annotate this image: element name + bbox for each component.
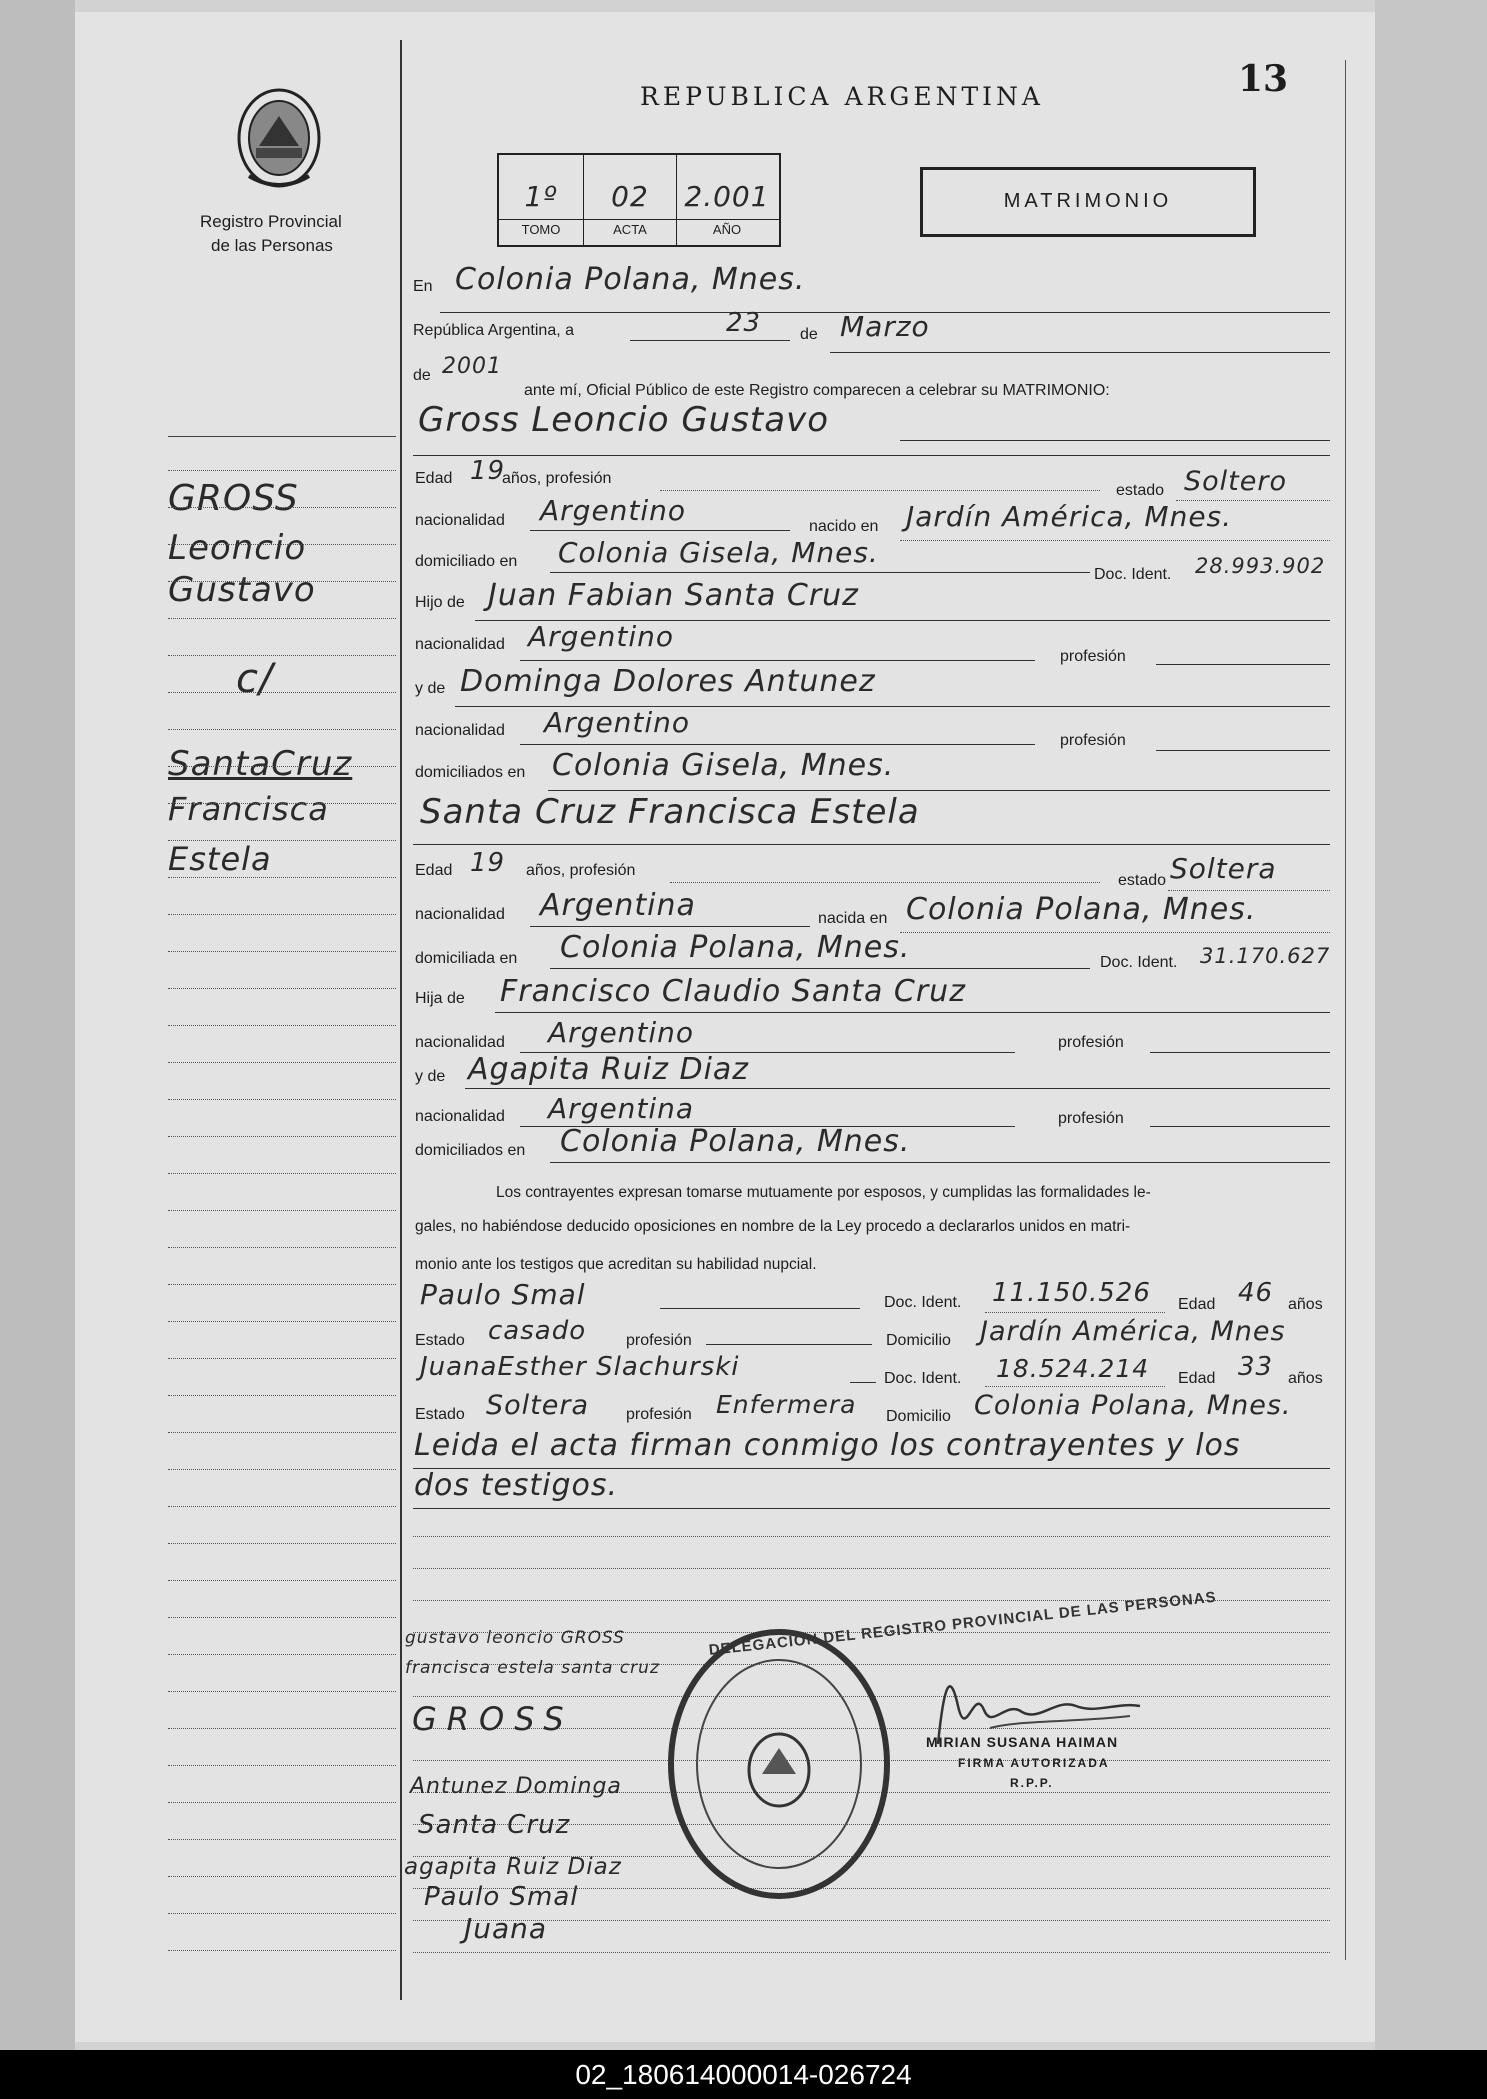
country-heading: REPUBLICA ARGENTINA — [640, 82, 1044, 111]
fill-line — [1168, 890, 1330, 891]
label-y-de: y de — [415, 680, 446, 697]
groom-parents-domicilio: Colonia Gisela, Mnes. — [552, 748, 895, 783]
label-edad: Edad — [415, 862, 453, 879]
bride-parents-domicilio: Colonia Polana, Mnes. — [560, 1124, 911, 1159]
ruled-line — [168, 1210, 396, 1211]
label-profesion: profesión — [626, 1332, 692, 1349]
page-number: 13 — [1238, 58, 1289, 100]
ruled-line — [168, 803, 396, 804]
groom-nacionalidad: Argentino — [540, 494, 687, 527]
witness-1-estado: casado — [488, 1316, 587, 1346]
label-doc-ident: Doc. Ident. — [1094, 566, 1172, 583]
fill-line — [495, 1012, 1330, 1013]
bride-age: 19 — [470, 848, 506, 878]
ruled-line — [168, 877, 396, 878]
signature: GROSS — [412, 1700, 574, 1738]
ruled-line — [413, 1920, 1330, 1921]
ruled-line — [168, 544, 396, 545]
bride-domicilio: Colonia Polana, Mnes. — [560, 930, 911, 965]
signature: gustavo leoncio GROSS — [405, 1628, 625, 1648]
label-domicilio: Domicilio — [886, 1332, 951, 1349]
signature: Juana — [464, 1912, 548, 1945]
tomo-label: TOMO — [521, 222, 561, 237]
acta-label: ACTA — [613, 222, 647, 237]
fill-line — [850, 1382, 876, 1383]
fill-line — [900, 440, 1330, 441]
fill-line — [413, 844, 1330, 845]
ruled-line — [168, 581, 396, 582]
acta-value: 02 — [611, 180, 649, 213]
fill-line — [550, 572, 1090, 573]
tomo-value: 1º — [524, 180, 558, 213]
witness-2-age: 33 — [1238, 1352, 1274, 1382]
groom-doc: 28.993.902 — [1195, 554, 1326, 578]
ruled-line — [168, 840, 396, 841]
bride-mother-nac: Argentina — [548, 1092, 695, 1125]
groom-father: Juan Fabian Santa Cruz — [488, 578, 859, 613]
ruled-line — [168, 1728, 396, 1729]
ruled-line — [168, 655, 396, 656]
fill-line — [900, 932, 1330, 933]
marriage-day: 23 — [726, 308, 762, 338]
groom-father-nac: Argentino — [528, 620, 675, 653]
label-en: En — [413, 278, 433, 295]
ruled-line — [413, 1568, 1330, 1569]
ruled-line — [168, 1617, 396, 1618]
ruled-line — [168, 1950, 396, 1951]
label-anos-profesion: años, profesión — [526, 862, 636, 879]
signature: Santa Cruz — [418, 1810, 571, 1840]
declaration-line: gales, no habiéndose deducido oposiciones en nombre de la Ley procedo a declararlos unidos en matri- — [415, 1218, 1131, 1235]
groom-mother-nac: Argentino — [544, 706, 691, 739]
official-name: MIRIAN SUSANA HAIMAN — [926, 1734, 1119, 1750]
label-edad: Edad — [1178, 1370, 1216, 1387]
fill-line — [660, 490, 1100, 491]
signature: Antunez Dominga — [410, 1774, 622, 1799]
ruled-line — [168, 1802, 396, 1803]
witness-1-age: 46 — [1238, 1278, 1274, 1308]
anio-label: AÑO — [712, 222, 742, 237]
margin-top-rule — [168, 436, 396, 437]
ruled-line — [168, 1913, 396, 1914]
label-nacionalidad: nacionalidad — [415, 906, 505, 923]
coat-of-arms-emblem — [234, 86, 324, 190]
label-estado-w: Estado — [415, 1332, 465, 1349]
witness-1-name: Paulo Smal — [420, 1278, 586, 1311]
label-estado: estado — [1116, 482, 1165, 499]
ruled-line — [168, 470, 396, 471]
ruled-line — [168, 951, 396, 952]
bride-doc: 31.170.627 — [1200, 944, 1331, 968]
margin-name-line: GROSS — [168, 478, 299, 519]
signature: francisca estela santa cruz — [405, 1658, 660, 1678]
label-profesion: profesión — [626, 1406, 692, 1423]
fill-line — [900, 540, 1330, 541]
fill-line — [985, 1386, 1165, 1387]
ruled-line — [168, 1543, 396, 1544]
label-nacida-en: nacida en — [818, 910, 888, 927]
margin-name-line: Leoncio — [168, 528, 307, 568]
bride-full-name: Santa Cruz Francisca Estela — [420, 792, 920, 832]
margin-name-line: SantaCruz — [168, 744, 353, 784]
closing-line: dos testigos. — [414, 1468, 619, 1503]
ruled-line — [413, 1536, 1330, 1537]
label-edad: Edad — [1178, 1296, 1216, 1313]
ruled-line — [168, 1062, 396, 1063]
marriage-month: Marzo — [840, 310, 930, 343]
label-estado: estado — [1118, 872, 1167, 889]
ruled-line — [168, 1395, 396, 1396]
label-doc-ident: Doc. Ident. — [884, 1370, 962, 1387]
label-hija-de: Hija de — [415, 990, 465, 1007]
witness-1-domicilio: Jardín América, Mnes — [980, 1316, 1286, 1347]
margin-name-line: Estela — [168, 840, 272, 878]
fill-line — [670, 882, 1100, 883]
label-domiciliado-en: domiciliado en — [415, 553, 518, 570]
ruled-line — [413, 1952, 1330, 1953]
label-y-de: y de — [415, 1068, 446, 1085]
record-box-divider — [497, 219, 779, 220]
registry-name-line2: de las Personas — [211, 236, 333, 255]
bride-nacionalidad: Argentina — [540, 888, 696, 923]
ruled-line — [168, 1469, 396, 1470]
fill-line — [465, 1088, 1330, 1089]
label-profesion: profesión — [1060, 732, 1126, 749]
ruled-line — [168, 618, 396, 619]
label-nacionalidad: nacionalidad — [415, 636, 505, 653]
signature: agapita Ruiz Diaz — [404, 1854, 622, 1880]
stamp-text: DELEGACION DEL REGISTRO PROVINCIAL DE LAS PERSONAS — [708, 1588, 1218, 1659]
label-anos: años — [1288, 1370, 1323, 1387]
declaration-line: Los contrayentes expresan tomarse mutuamente por esposos, y cumplidas las formalidades le- — [496, 1184, 1151, 1201]
witness-2-doc: 18.524.214 — [996, 1354, 1150, 1383]
label-domiciliada-en: domiciliada en — [415, 950, 518, 967]
fill-line — [550, 968, 1090, 969]
groom-mother: Dominga Dolores Antunez — [460, 664, 876, 699]
fill-line — [520, 660, 1035, 661]
ruled-line — [168, 1432, 396, 1433]
groom-full-name: Gross Leoncio Gustavo — [418, 400, 830, 440]
fill-line — [530, 926, 810, 927]
fill-line — [548, 790, 1330, 791]
declaration-line: monio ante los testigos que acreditan su habilidad nupcial. — [415, 1256, 817, 1273]
margin-name-line: c/ — [236, 656, 274, 702]
label-nacionalidad: nacionalidad — [415, 1108, 505, 1125]
label-edad: Edad — [415, 470, 453, 487]
ruled-line — [168, 1173, 396, 1174]
label-nacionalidad: nacionalidad — [415, 722, 505, 739]
ruled-line — [168, 1506, 396, 1507]
registry-name-line1: Registro Provincial — [200, 212, 342, 231]
bride-estado: Soltera — [1170, 852, 1277, 885]
label-doc-ident: Doc. Ident. — [1100, 954, 1178, 971]
official-title: FIRMA AUTORIZADA — [958, 1756, 1110, 1770]
anio-value: 2.001 — [684, 180, 770, 213]
groom-age: 19 — [470, 456, 506, 486]
signature: Paulo Smal — [424, 1882, 579, 1912]
label-estado-w: Estado — [415, 1406, 465, 1423]
ruled-line — [168, 1876, 396, 1877]
ruled-line — [168, 1358, 396, 1359]
bride-birthplace: Colonia Polana, Mnes. — [906, 892, 1257, 927]
label-nacionalidad: nacionalidad — [415, 1034, 505, 1051]
fill-line — [520, 744, 1035, 745]
fill-line — [1150, 1052, 1330, 1053]
label-hijo-de: Hijo de — [415, 594, 465, 611]
official-stamp-seal — [664, 1624, 894, 1904]
witness-2-name: JuanaEsther Slachurski — [420, 1352, 740, 1382]
ruled-line — [168, 766, 396, 767]
label-republica: República Argentina, a — [413, 322, 574, 339]
ruled-line — [168, 914, 396, 915]
intro-text: ante mí, Oficial Público de este Registro comparecen a celebrar su MATRIMONIO: — [524, 382, 1110, 399]
witness-1-doc: 11.150.526 — [992, 1278, 1151, 1308]
witness-2-domicilio: Colonia Polana, Mnes. — [974, 1390, 1292, 1421]
label-de: de — [800, 326, 818, 343]
fill-line — [530, 530, 790, 531]
record-box-divider — [676, 153, 677, 245]
label-profesion: profesión — [1058, 1110, 1124, 1127]
marriage-year: 2001 — [442, 354, 502, 379]
left-page-edge — [0, 0, 75, 2050]
ruled-line — [168, 1654, 396, 1655]
fill-line — [830, 352, 1330, 353]
bride-mother: Agapita Ruiz Diaz — [468, 1052, 750, 1087]
image-id-footer: 02_180614000014-026724 — [0, 2050, 1487, 2099]
label-profesion: profesión — [1060, 648, 1126, 665]
label-anos-profesion: años, profesión — [502, 470, 612, 487]
fill-line — [413, 1508, 1330, 1509]
bride-father: Francisco Claudio Santa Cruz — [500, 974, 966, 1009]
fill-line — [1156, 664, 1330, 665]
fill-line — [985, 1312, 1165, 1313]
label-anos: años — [1288, 1296, 1323, 1313]
label-domiciliados-en: domiciliados en — [415, 764, 526, 781]
fill-line — [630, 340, 790, 341]
margin-divider — [400, 40, 402, 2000]
fill-line — [706, 1344, 872, 1345]
ruled-line — [168, 1099, 396, 1100]
witness-2-estado: Soltera — [486, 1390, 590, 1421]
fill-line — [1150, 1126, 1330, 1127]
fill-line — [660, 1308, 860, 1309]
groom-estado: Soltero — [1184, 466, 1287, 497]
ruled-line — [168, 507, 396, 508]
ruled-line — [168, 1321, 396, 1322]
record-box-divider — [583, 153, 584, 245]
groom-domicilio: Colonia Gisela, Mnes. — [558, 536, 879, 569]
right-margin-rule — [1345, 60, 1346, 1960]
margin-name-line: Francisca — [168, 790, 329, 828]
ruled-line — [168, 1765, 396, 1766]
closing-line: Leida el acta firman conmigo los contrayentes y los — [414, 1428, 1241, 1463]
ruled-line — [168, 1691, 396, 1692]
ruled-line — [168, 1580, 396, 1581]
fill-line — [550, 1162, 1330, 1163]
right-page-edge — [1375, 0, 1487, 2050]
label-nacionalidad: nacionalidad — [415, 512, 505, 529]
label-doc-ident: Doc. Ident. — [884, 1294, 962, 1311]
label-profesion: profesión — [1058, 1034, 1124, 1051]
ruled-line — [168, 1284, 396, 1285]
witness-2-profesion: Enfermera — [716, 1390, 857, 1419]
ruled-line — [168, 1839, 396, 1840]
margin-name-line: Gustavo — [168, 570, 316, 610]
record-type-label: MATRIMONIO — [1003, 190, 1173, 212]
ruled-line — [168, 988, 396, 989]
label-de-year: de — [413, 367, 431, 384]
fill-line — [413, 455, 1330, 456]
marriage-place: Colonia Polana, Mnes. — [455, 262, 806, 297]
label-nacido-en: nacido en — [809, 518, 879, 535]
fill-line — [1156, 750, 1330, 751]
label-domiciliados-en: domiciliados en — [415, 1142, 526, 1159]
official-office: R.P.P. — [1010, 1776, 1054, 1790]
label-domicilio: Domicilio — [886, 1408, 951, 1425]
ruled-line — [168, 729, 396, 730]
ruled-line — [168, 1136, 396, 1137]
ruled-line — [168, 1247, 396, 1248]
groom-birthplace: Jardín América, Mnes. — [906, 500, 1233, 533]
bride-father-nac: Argentino — [548, 1016, 695, 1049]
ruled-line — [168, 1025, 396, 1026]
ruled-line — [168, 692, 396, 693]
